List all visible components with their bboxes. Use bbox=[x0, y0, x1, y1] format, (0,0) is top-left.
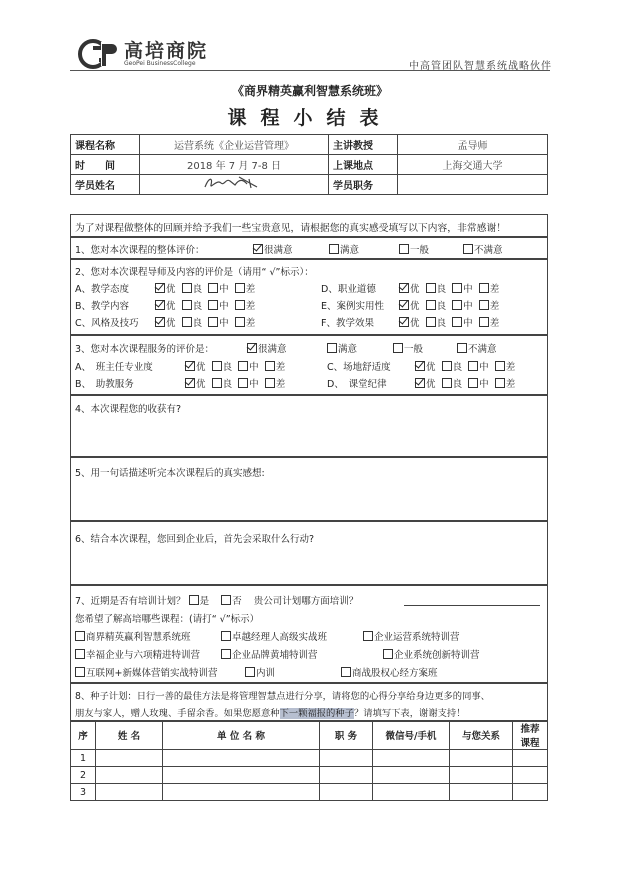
q6-box[interactable] bbox=[70, 520, 548, 586]
q2-box bbox=[70, 258, 548, 336]
role-label: 学员职务 bbox=[329, 175, 398, 195]
col-header: 单 位 名 称 bbox=[163, 721, 320, 750]
time-value[interactable]: 2018 年 7 月 7-8 日 bbox=[140, 155, 329, 175]
q2-row-d-label: D、职业道德 bbox=[321, 284, 376, 295]
brand-name: 高培商院 bbox=[124, 40, 209, 62]
checkbox-icon[interactable] bbox=[189, 595, 199, 605]
checkbox-icon[interactable] bbox=[75, 667, 85, 677]
checkbox-checked-icon[interactable] bbox=[155, 317, 165, 327]
q3-row-c-grades[interactable]: 优 良 中 差 bbox=[415, 359, 515, 373]
intro-box bbox=[70, 214, 548, 238]
checkbox-icon[interactable] bbox=[245, 667, 255, 677]
course-option[interactable]: 内训 bbox=[245, 665, 275, 679]
checkbox-icon[interactable] bbox=[463, 244, 473, 254]
col-header: 推荐课程 bbox=[513, 721, 548, 750]
checkbox-icon[interactable] bbox=[426, 317, 436, 327]
col-header: 职 务 bbox=[320, 721, 373, 750]
q3-opt-neutral[interactable]: 一般 bbox=[393, 341, 423, 355]
checkbox-checked-icon[interactable] bbox=[399, 300, 409, 310]
intro-text: 为了对课程做整体的回顾并给予我们一些宝贵意见，请根据您的真实感受填写以下内容，非常感谢！ bbox=[75, 223, 507, 234]
place-value[interactable]: 上海交通大学 bbox=[398, 155, 548, 175]
q2-text: 2、您对本次课程导师及内容的评价是（请用“ √”标示）： bbox=[75, 267, 314, 278]
checkbox-icon[interactable] bbox=[208, 317, 218, 327]
q3-row-b-label: B、 助教服务 bbox=[75, 379, 134, 390]
place-label: 上课地点 bbox=[329, 155, 398, 175]
checkbox-icon[interactable] bbox=[208, 300, 218, 310]
q3-opt-satisfied[interactable]: 满意 bbox=[327, 341, 357, 355]
q4-text: 4、本次课程您的收获有? bbox=[75, 404, 182, 415]
checkbox-icon[interactable] bbox=[75, 631, 85, 641]
checkbox-icon[interactable] bbox=[468, 361, 478, 371]
teacher-value[interactable]: 孟导师 bbox=[398, 135, 548, 155]
q1-box bbox=[70, 236, 548, 260]
table-row: 3 bbox=[71, 784, 548, 801]
brand-sub: GeoPei BusinessCollege bbox=[124, 60, 196, 67]
checkbox-icon[interactable] bbox=[442, 378, 452, 388]
checkbox-icon[interactable] bbox=[393, 343, 403, 353]
checkbox-checked-icon[interactable] bbox=[399, 283, 409, 293]
checkbox-icon[interactable] bbox=[182, 283, 192, 293]
info-table bbox=[70, 134, 548, 195]
checkbox-icon[interactable] bbox=[479, 317, 489, 327]
q2-row-f-grades[interactable]: 优 良 中 差 bbox=[399, 315, 499, 329]
q2-row-f-label: F、教学效果 bbox=[321, 318, 374, 329]
highlighted-text: 下一颗福报的种子 bbox=[279, 708, 354, 719]
checkbox-icon[interactable] bbox=[235, 300, 245, 310]
course-option[interactable]: 企业品牌黄埔特训营 bbox=[221, 647, 318, 661]
q1-opt-neutral[interactable]: 一般 bbox=[399, 242, 429, 256]
page-title: 课程小结表 bbox=[227, 107, 393, 129]
q6-text: 6、结合本次课程，您回到企业后，首先会采取什么行动? bbox=[75, 534, 315, 545]
logo-mark-icon bbox=[78, 38, 118, 70]
course-option[interactable]: 商界精英赢利智慧系统班 bbox=[75, 629, 191, 643]
q2-row-a-label: A、教学态度 bbox=[75, 284, 129, 295]
signature-icon bbox=[199, 175, 269, 191]
checkbox-checked-icon[interactable] bbox=[253, 244, 263, 254]
training-plan-field[interactable] bbox=[404, 605, 540, 606]
course-option[interactable]: 卓越经理人高级实战班 bbox=[221, 629, 327, 643]
checkbox-icon[interactable] bbox=[208, 283, 218, 293]
checkbox-icon[interactable] bbox=[212, 361, 222, 371]
course-option[interactable]: 互联网+新媒体营销实战特训营 bbox=[75, 665, 217, 679]
checkbox-icon[interactable] bbox=[495, 378, 505, 388]
table-row: 1 bbox=[71, 750, 548, 767]
seed-table bbox=[70, 720, 548, 801]
q3-row-b-grades[interactable]: 优 良 中 差 bbox=[185, 376, 285, 390]
brand-slogan: 中高管团队智慧系统战略伙伴 bbox=[409, 61, 552, 72]
q3-text: 3、您对本次课程服务的评价是： bbox=[75, 344, 215, 355]
checkbox-icon[interactable] bbox=[235, 283, 245, 293]
q3-opt-very-satisfied[interactable]: 很满意 bbox=[247, 341, 287, 355]
q3-row-d-grades[interactable]: 优 良 中 差 bbox=[415, 376, 515, 390]
time-label: 时 间 bbox=[71, 155, 140, 175]
col-header: 姓 名 bbox=[96, 721, 163, 750]
subtitle: 《商界精英赢利智慧系统班》 bbox=[231, 84, 388, 98]
q1-opt-satisfied[interactable]: 满意 bbox=[329, 242, 359, 256]
q7-box bbox=[70, 584, 548, 684]
checkbox-icon[interactable] bbox=[452, 317, 462, 327]
checkbox-icon[interactable] bbox=[341, 667, 351, 677]
course-option[interactable]: 企业运营系统特训营 bbox=[363, 629, 460, 643]
course-option[interactable]: 幸福企业与六项精进特训营 bbox=[75, 647, 200, 661]
checkbox-checked-icon[interactable] bbox=[185, 378, 195, 388]
checkbox-icon[interactable] bbox=[265, 361, 275, 371]
q1-opt-very-satisfied[interactable]: 很满意 bbox=[253, 242, 293, 256]
q2-row-c-grades[interactable]: 优 良 中 差 bbox=[155, 315, 255, 329]
q5-text: 5、用一句话描述听完本次课程后的真实感想: bbox=[75, 468, 265, 479]
checkbox-icon[interactable] bbox=[329, 244, 339, 254]
checkbox-icon[interactable] bbox=[457, 343, 467, 353]
header-divider bbox=[70, 70, 550, 71]
student-signature-field[interactable] bbox=[140, 175, 329, 195]
q8-line1: 8、种子计划：日行一善的最佳方法是将管理智慧点进行分享，请将您的心得分享给身边更多的同事、 bbox=[75, 691, 490, 702]
checkbox-icon[interactable] bbox=[182, 300, 192, 310]
q3-row-d-label: D、 课堂纪律 bbox=[327, 379, 387, 390]
checkbox-icon[interactable] bbox=[238, 378, 248, 388]
col-header: 序 bbox=[71, 721, 96, 750]
checkbox-icon[interactable] bbox=[383, 649, 393, 659]
checkbox-icon[interactable] bbox=[182, 317, 192, 327]
checkbox-icon[interactable] bbox=[479, 283, 489, 293]
q2-row-a-grades[interactable]: 优 良 中 差 bbox=[155, 281, 255, 295]
q3-row-a-grades[interactable]: 优 良 中 差 bbox=[185, 359, 285, 373]
q2-row-b-grades[interactable]: 优 良 中 差 bbox=[155, 298, 255, 312]
checkbox-icon[interactable] bbox=[212, 378, 222, 388]
checkbox-checked-icon[interactable] bbox=[247, 343, 257, 353]
q3-row-c-label: C、场地舒适度 bbox=[327, 362, 391, 373]
q3-box bbox=[70, 334, 548, 396]
checkbox-icon[interactable] bbox=[452, 300, 462, 310]
q2-row-b-label: B、教学内容 bbox=[75, 301, 130, 312]
q2-row-c-label: C、风格及技巧 bbox=[75, 318, 139, 329]
q2-row-e-grades[interactable]: 优 良 中 差 bbox=[399, 298, 499, 312]
checkbox-icon[interactable] bbox=[75, 649, 85, 659]
q7-wish-text: 您希望了解高培哪些课程：(请打“ √”标示） bbox=[75, 614, 260, 625]
checkbox-checked-icon[interactable] bbox=[415, 378, 425, 388]
checkbox-checked-icon[interactable] bbox=[415, 361, 425, 371]
teacher-label: 主讲教授 bbox=[329, 135, 398, 155]
q1-opt-unsatisfied[interactable]: 不满意 bbox=[463, 242, 503, 256]
checkbox-icon[interactable] bbox=[327, 343, 337, 353]
checkbox-icon[interactable] bbox=[265, 378, 275, 388]
student-label: 学员姓名 bbox=[71, 175, 140, 195]
q1-text: 1、您对本次课程的整体评价： bbox=[75, 245, 205, 256]
q8-box bbox=[70, 682, 548, 722]
col-header: 微信号/手机 bbox=[373, 721, 450, 750]
course-label: 课程名称 bbox=[71, 135, 140, 155]
q4-box[interactable] bbox=[70, 394, 548, 458]
col-header: 与您关系 bbox=[450, 721, 513, 750]
q3-row-a-label: A、 班主任专业度 bbox=[75, 362, 153, 373]
checkbox-icon[interactable] bbox=[426, 283, 436, 293]
checkbox-icon[interactable] bbox=[479, 300, 489, 310]
course-value[interactable]: 运营系统《企业运营管理》 bbox=[140, 135, 329, 155]
checkbox-checked-icon[interactable] bbox=[155, 300, 165, 310]
checkbox-icon[interactable] bbox=[442, 361, 452, 371]
q7-text: 7、近期是否有培训计划？ 是 否 贵公司计划哪方面培训？ bbox=[75, 596, 359, 607]
checkbox-icon[interactable] bbox=[235, 317, 245, 327]
course-option[interactable]: 商战股权心经方案班 bbox=[341, 665, 438, 679]
checkbox-icon[interactable] bbox=[221, 595, 231, 605]
q2-row-d-grades[interactable]: 优 良 中 差 bbox=[399, 281, 499, 295]
checkbox-checked-icon[interactable] bbox=[155, 283, 165, 293]
q5-box[interactable] bbox=[70, 456, 548, 522]
checkbox-icon[interactable] bbox=[452, 283, 462, 293]
checkbox-checked-icon[interactable] bbox=[185, 361, 195, 371]
checkbox-checked-icon[interactable] bbox=[399, 317, 409, 327]
checkbox-icon[interactable] bbox=[468, 378, 478, 388]
role-field[interactable] bbox=[398, 175, 548, 195]
checkbox-icon[interactable] bbox=[399, 244, 409, 254]
q8-line2: 朋友与家人，赠人玫瑰、手留余香。如果您愿意种下一颗福报的种子？请填写下表，谢谢支持！ bbox=[75, 708, 466, 719]
course-option[interactable]: 企业系统创新特训营 bbox=[383, 647, 480, 661]
q3-opt-unsatisfied[interactable]: 不满意 bbox=[457, 341, 497, 355]
q2-row-e-label: E、案例实用性 bbox=[321, 301, 385, 312]
checkbox-icon[interactable] bbox=[495, 361, 505, 371]
checkbox-icon[interactable] bbox=[426, 300, 436, 310]
checkbox-icon[interactable] bbox=[363, 631, 373, 641]
table-row: 2 bbox=[71, 767, 548, 784]
checkbox-icon[interactable] bbox=[221, 631, 231, 641]
checkbox-icon[interactable] bbox=[238, 361, 248, 371]
checkbox-icon[interactable] bbox=[221, 649, 231, 659]
